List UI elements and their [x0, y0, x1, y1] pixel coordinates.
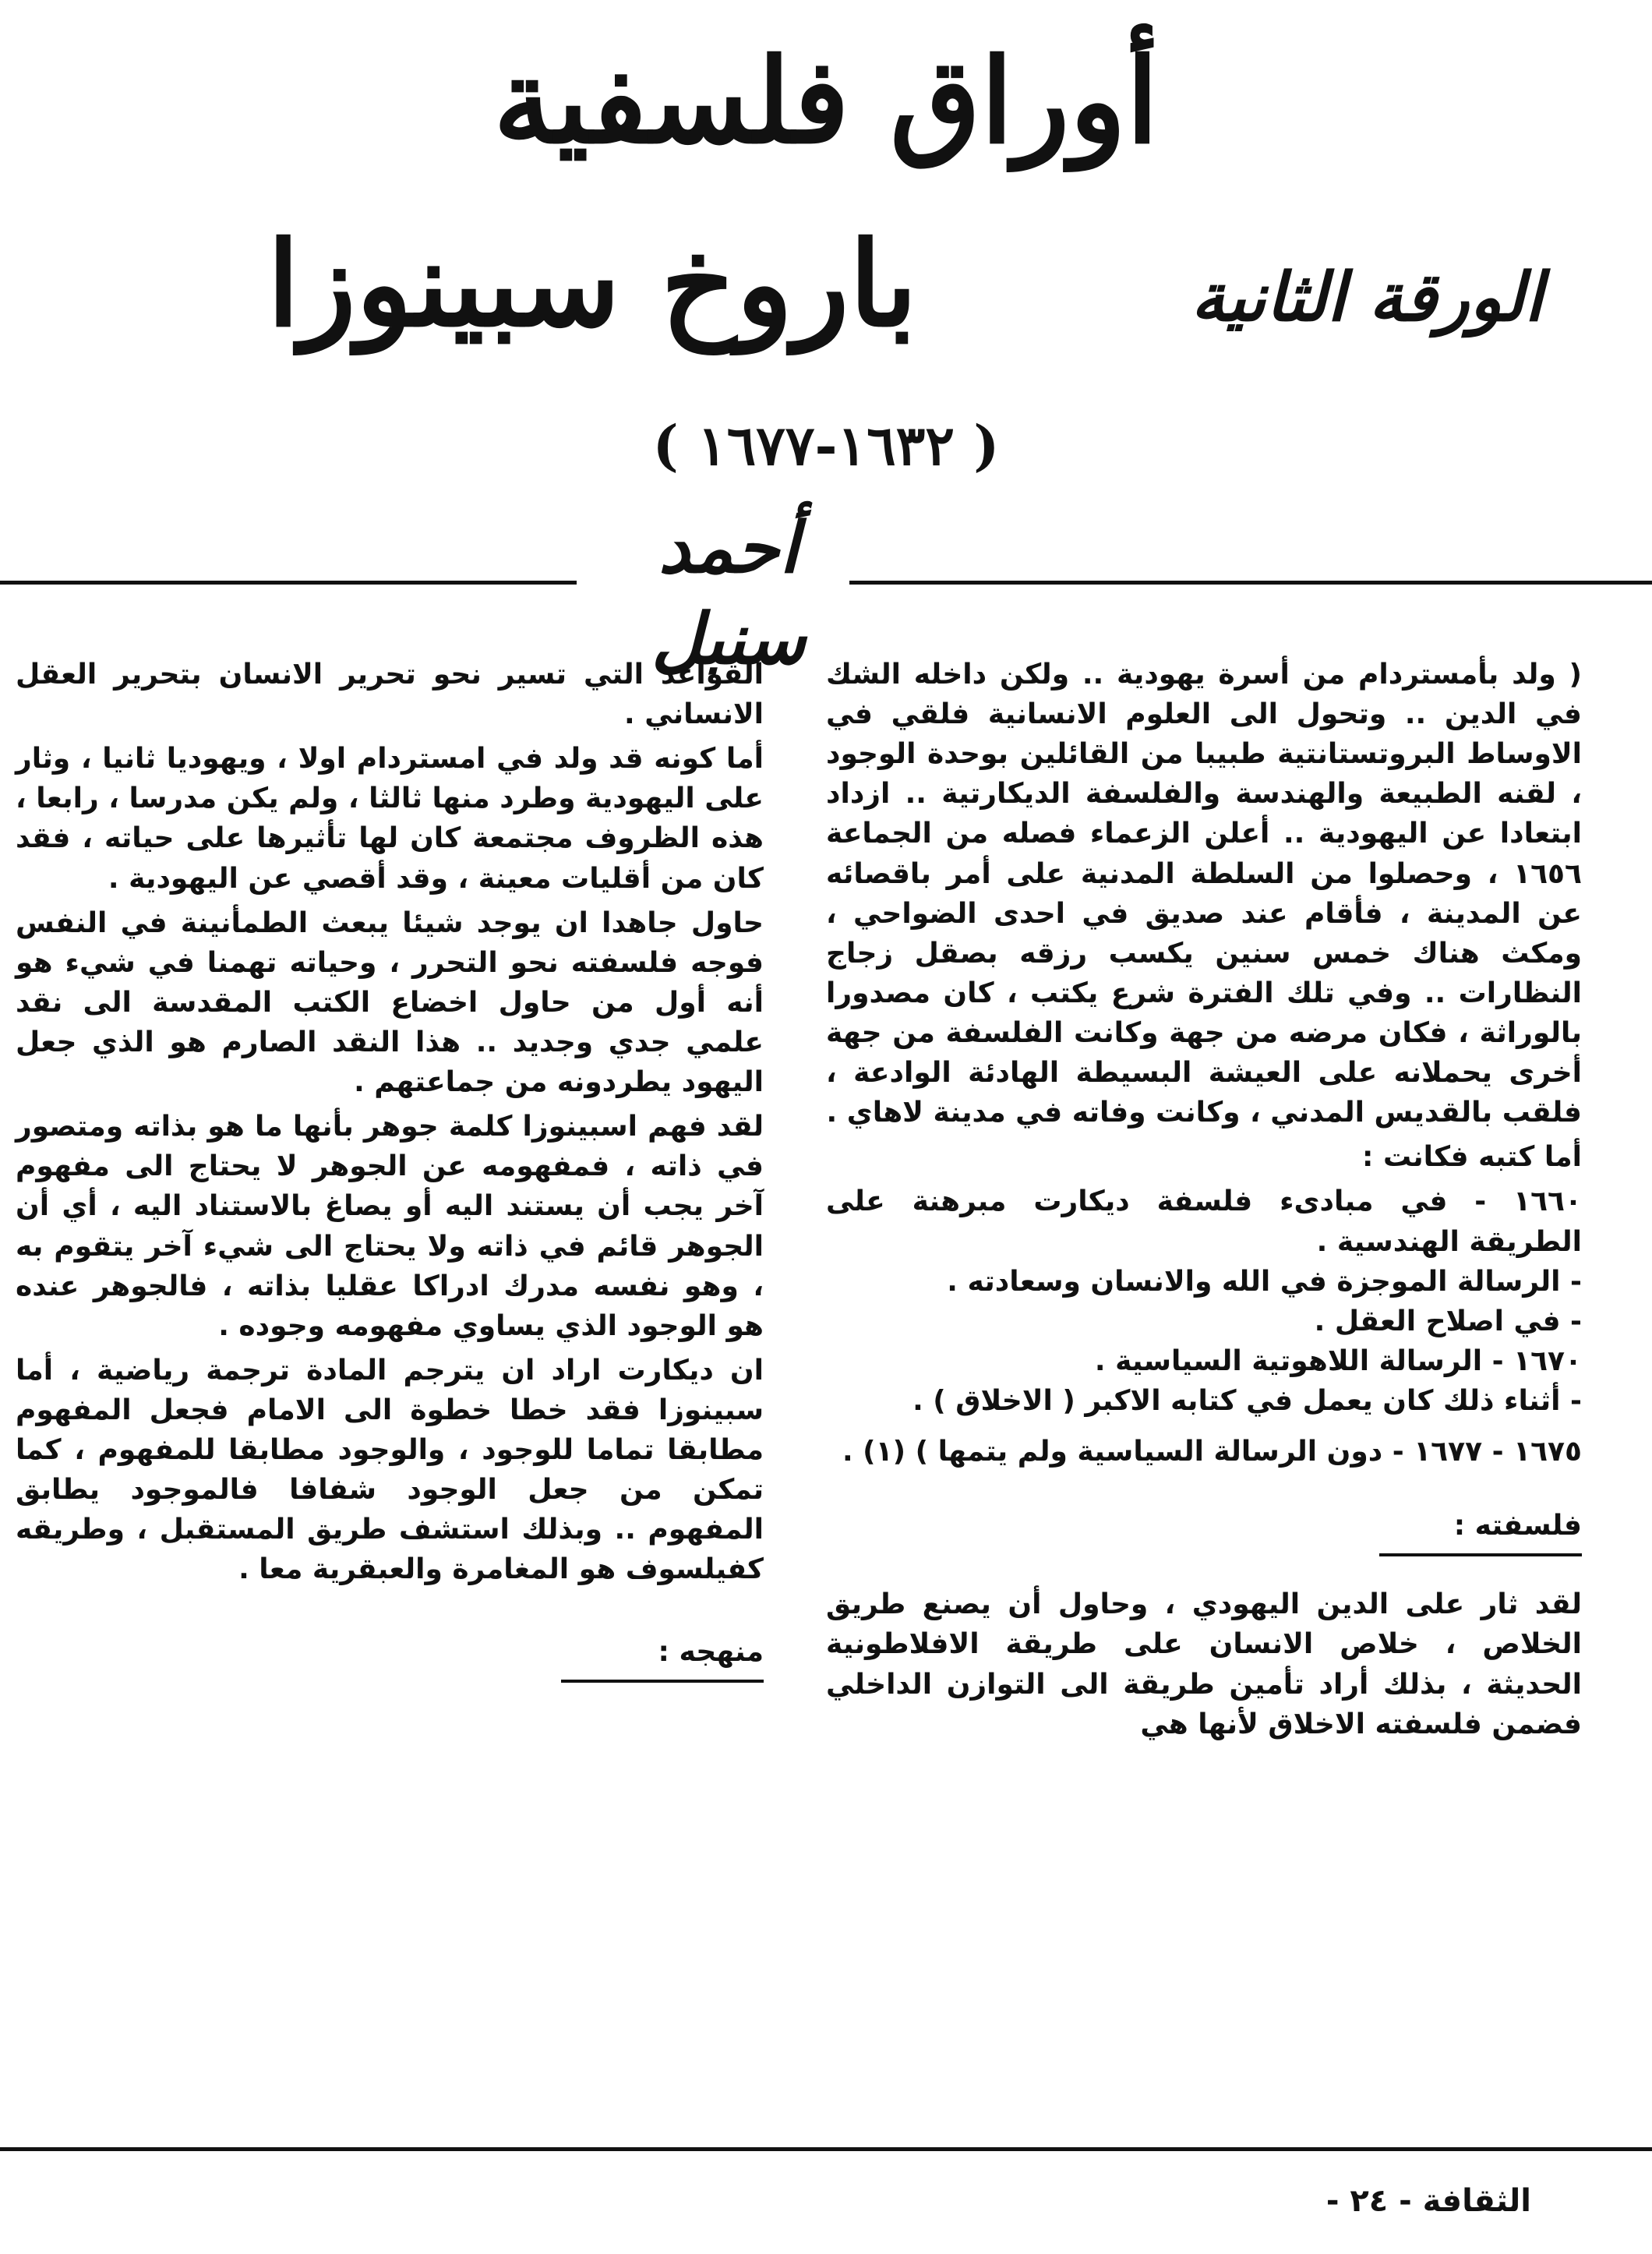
byline-rule-right: [849, 581, 1652, 585]
author-byline: [0, 503, 1652, 680]
work-item: - أثناء ذلك كان يعمل في كتابه الاكبر ( الاخلاق ) .: [912, 1384, 1582, 1417]
work-item: ١٦٧٠ - الرسالة اللاهوتية السياسية .: [1094, 1344, 1582, 1377]
years-range: ( ١٦٣٢-١٦٧٧ ): [652, 413, 1000, 478]
footer-rule: [0, 2147, 1652, 2151]
series-title: أوراق فلسفية: [493, 33, 1159, 170]
work-item: - في اصلاح العقل .: [1314, 1305, 1582, 1337]
body-paragraph: القواعد التي تسير نحو تحرير الانسان بتحرير العقل الانساني .: [16, 659, 764, 731]
right-column: [826, 655, 1582, 1749]
byline-rule-left: [0, 581, 577, 585]
body-paragraph: لقد فهم اسبينوزا كلمة جوهر بأنها ما هو بذاته ومتصور في ذاته ، فمفهومه عن الجوهر لا يحتاج الى مفهوم آخر يجب أن يستند اليه أو يصاغ بالاستناد اليه ، أي أن الجوهر قائم في ذاته ولا يحتاج الى شيء آخر يتقوم به ، وهو نفسه مدرك ادراكا عقليا بذاته ، فالجوهر عنده هو الوجود الذي يساوي مفهومه وجوده .: [16, 1111, 764, 1342]
paper-label: الورقة الثانية: [1191, 258, 1543, 337]
left-column: [16, 655, 764, 1711]
page-footer: الثقافة - ٢٤ -: [1325, 2183, 1531, 2219]
section-heading-philosophy: فلسفته :: [1379, 1506, 1582, 1556]
section-heading-method: منهجه :: [561, 1632, 764, 1683]
work-item: ١٦٦٠ - في مبادىء فلسفة ديكارت مبرهنة على الطريقة الهندسية .: [826, 1185, 1582, 1258]
body-paragraph: أما كونه قد ولد في امستردام اولا ، ويهوديا ثانيا ، وثار على اليهودية وطرد منها ثالثا ، ولم يكن مدرسا ، رابعا ، هذه الظروف مجتمعة كان لها تأثيرها على حياته ، فقد كان من أقليات معينة ، وقد أقصي عن اليهودية .: [16, 743, 764, 895]
work-item: ١٦٧٥ - ١٦٧٧ - دون الرسالة السياسية ولم يتمها ) (١) .: [842, 1436, 1582, 1468]
author-name: أحمد سنبل: [651, 507, 806, 680]
body-paragraph: حاول جاهدا ان يوجد شيئا يبعث الطمأنينة في النفس فوجه فلسفته نحو التحرر ، وحياته تهمنا في شيء هو أنه أول من حاول اخضاع الكتب المقدسة الى نقد علمي جدي وجديد .. هذا النقد الصارم هو الذي جعل اليهود يطردونه من جماعتهم .: [16, 906, 764, 1099]
subject-title: باروخ سبينوزا: [267, 216, 918, 353]
biography-paragraph: ( ولد بأمستردام من أسرة يهودية .. ولكن داخله الشك في الدين .. وتحول الى العلوم الانسانية فلقي في الاوساط البروتستانتية طبيبا من القائلين بوحدة الوجود ، لقنه الطبيعة والهندسة والفلسفة الديكارتية .. ازداد ابتعادا عن اليهودية .. أعلن الزعماء فصله من الجماعة ١٦٥٦ ، وحصلوا من السلطة المدنية على أمر باقصائه عن المدينة ، فأقام عند صديق في احدى الضواحي ، ومكث هناك خمس سنين يكسب رزقه بصقل زجاج النظارات .. وفي تلك الفترة شرع يكتب ، كان مصدورا بالوراثة ، فكان مرضه من جهة وكانت الفلسفة من جهة أخرى يحملانه على العيشة البسيطة الهادئة الوادعة ، فلقب بالقديس المدني ، وكانت وفاته في مدينة لاهاي .: [826, 659, 1582, 1129]
philosophy-paragraph: لقد ثار على الدين اليهودي ، وحاول أن يصنع طريق الخلاص ، خلاص الانسان على طريقة الافلاطونية الحديثة ، بذلك أراد تأمين طريقة الى التوازن الداخلي فضمن فلسفته الاخلاق لأنها هي: [826, 1588, 1582, 1740]
body-paragraph: ان ديكارت اراد ان يترجم المادة ترجمة رياضية ، أما سبينوزا فقد خطا خطوة الى الامام فجعل المفهوم مطابقا تماما للوجود ، والوجود مطابقا للمفهوم ، كما تمكن من جعل الوجود شفافا فالموجود يطابق المفهوم .. وبذلك استشف طريق المستقبل ، وطريقه كفيلسوف هو المغامرة والعبقرية معا .: [16, 1354, 764, 1586]
work-item: - الرسالة الموجزة في الله والانسان وسعادته .: [947, 1265, 1582, 1298]
works-intro: أما كتبه فكانت :: [1362, 1141, 1582, 1174]
